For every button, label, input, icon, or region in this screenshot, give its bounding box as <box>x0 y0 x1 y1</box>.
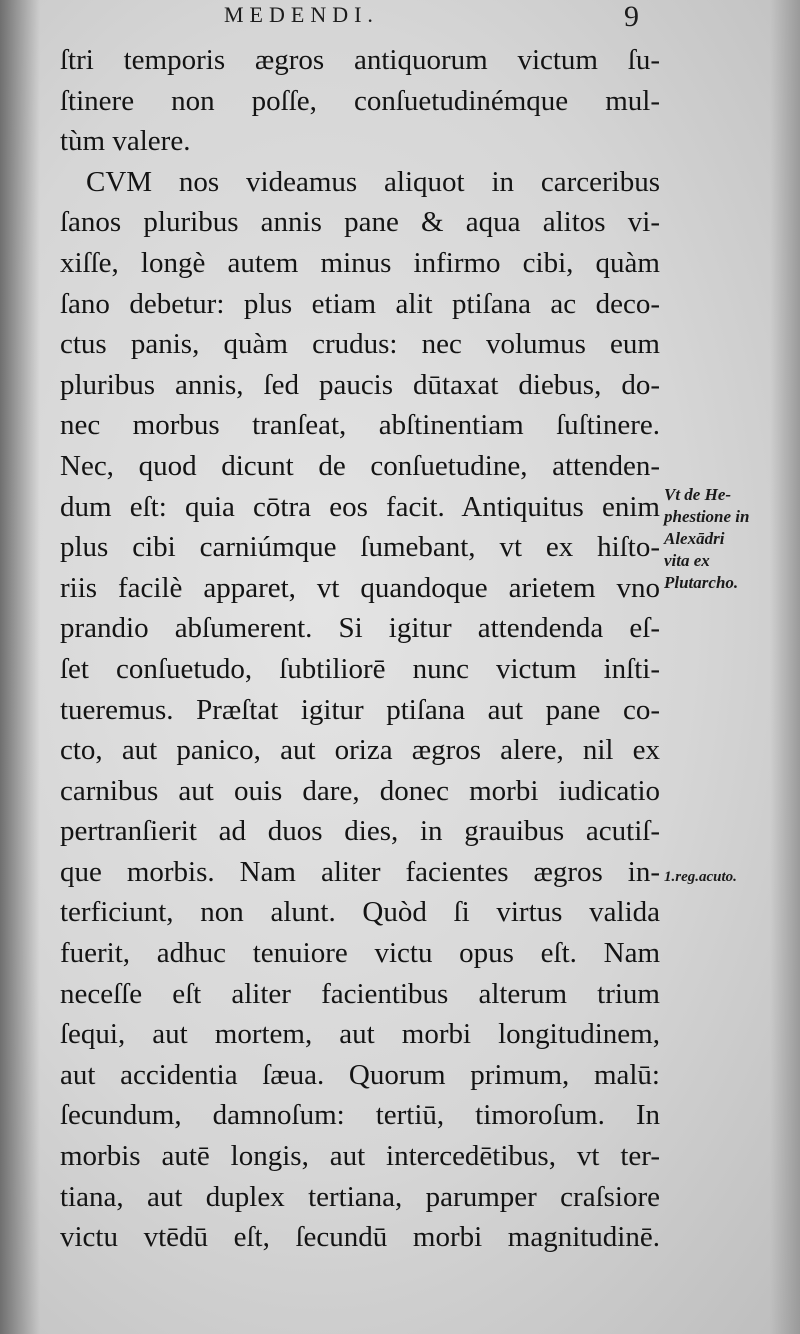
text-line: cto, aut panico, aut oriza ægros alere, nil ex <box>60 734 660 767</box>
text-line: tueremus. Præſtat igitur ptiſana aut pane co- <box>60 693 660 726</box>
marginal-line: 1.reg.acuto. <box>664 869 737 885</box>
marginal-line: Plutarcho. <box>664 573 739 592</box>
text-line: morbis autē longis, aut intercedētibus, vt ter- <box>60 1140 660 1173</box>
text-line: terficiunt, non alunt. Quòd ſi virtus valida <box>60 896 660 929</box>
text-line: ſet conſuetudo, ſubtiliorē nunc victum inſti- <box>60 652 660 685</box>
text-line: prandio abſumerent. Si igitur attendenda eſ- <box>60 612 660 645</box>
marginal-line: Vt de He- <box>664 485 732 504</box>
marginal-note-reference <box>664 866 794 888</box>
text-line: pluribus annis, ſed paucis dūtaxat diebus, do- <box>60 368 660 401</box>
text-line: riis facilè apparet, vt quandoque arietem vno <box>60 571 660 604</box>
text-line: ſtinere non poſſe, conſuetudinémque mul- <box>60 84 660 117</box>
text-line: dum eſt: quia cōtra eos facit. Antiquitus enim <box>60 490 660 523</box>
text-line: ctus panis, quàm crudus: nec volumus eum <box>60 328 660 361</box>
text-line: ſequi, aut mortem, aut morbi longitudinem, <box>60 1018 660 1051</box>
text-line: pertranſierit ad duos dies, in grauibus acutiſ- <box>60 815 660 848</box>
text-line: nec morbus tranſeat, abſtinentiam ſuſtinere. <box>60 409 660 442</box>
marginal-line: phestione in <box>664 507 750 526</box>
text-line: ſtri temporis ægros antiquorum victum ſu- <box>60 44 660 76</box>
text-line: neceſſe eſt aliter facientibus alterum trium <box>60 977 660 1010</box>
text-line: ſano debetur: plus etiam alit ptiſana ac deco- <box>60 287 660 320</box>
page-number: 9 <box>624 0 639 33</box>
edge-shadow <box>770 0 800 1334</box>
text-line: CVM nos videamus aliquot in carceribus <box>86 165 660 198</box>
text-line: aut accidentia ſæua. Quorum primum, malū: <box>60 1058 660 1091</box>
text-line: ſanos pluribus annis pane & aqua alitos vi- <box>60 206 660 239</box>
text-line: victu vtēdū eſt, ſecundū morbi magnitudinē. <box>60 1221 660 1254</box>
gutter-shadow <box>0 0 40 1334</box>
body-text <box>60 40 660 1258</box>
text-line: carnibus aut ouis dare, donec morbi iudicatio <box>60 774 660 807</box>
running-head: MEDENDI. <box>224 2 379 27</box>
marginal-note-plutarch <box>664 484 794 594</box>
text-line: Nec, quod dicunt de conſuetudine, attenden- <box>60 449 660 482</box>
marginal-line: Alexādri <box>664 529 725 548</box>
text-line: xiſſe, longè autem minus infirmo cibi, quàm <box>60 246 660 279</box>
text-line: tiana, aut duplex tertiana, parumper craſsiore <box>60 1180 660 1213</box>
text-line: fuerit, adhuc tenuiore victu opus eſt. Nam <box>60 937 660 970</box>
text-line: que morbis. Nam aliter facientes ægros in- <box>60 855 660 888</box>
text-line: plus cibi carniúmque ſumebant, vt ex hiſto- <box>60 531 660 564</box>
text-line: ſecundum, damnoſum: tertiū, timoroſum. In <box>60 1099 660 1132</box>
text-line: tùm valere. <box>60 125 191 158</box>
marginal-line: vita ex <box>664 551 710 570</box>
